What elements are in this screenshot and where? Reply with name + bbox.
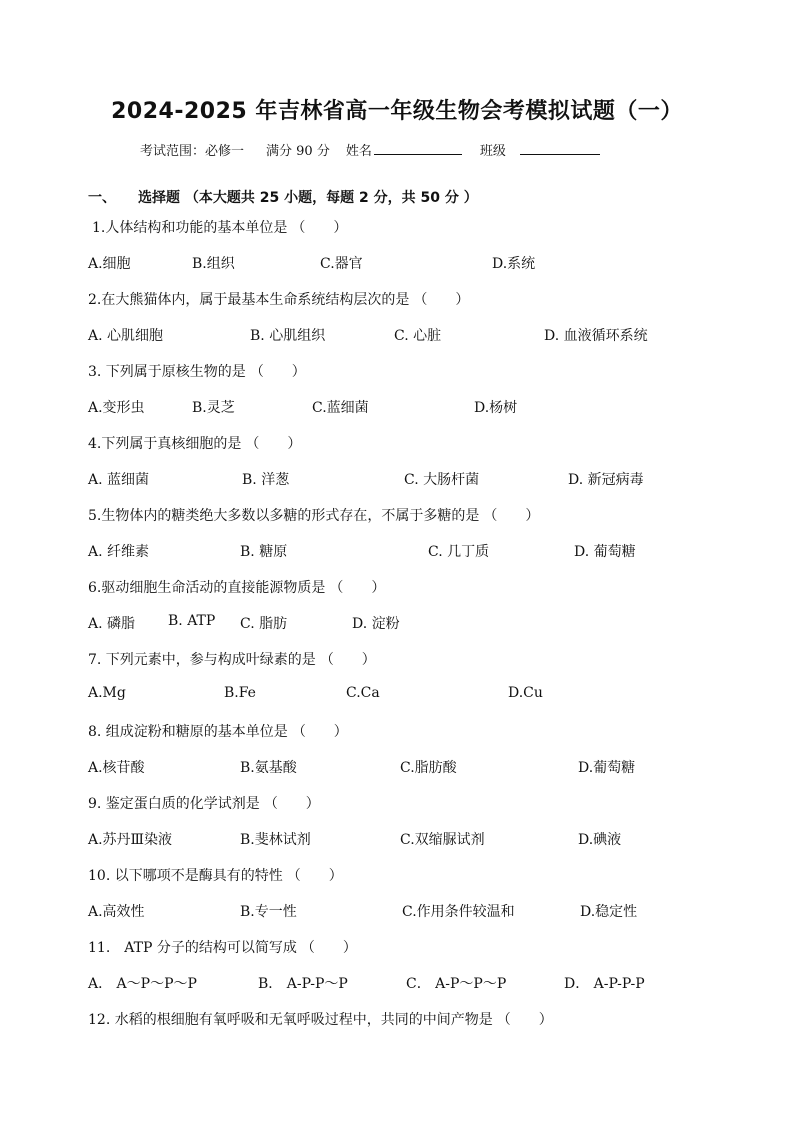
option-b: B.氨基酸: [240, 760, 297, 776]
question-options: [88, 325, 728, 345]
exam-title: 2024-2025 年吉林省高一年级生物会考模拟试题（一）: [111, 99, 683, 124]
option-a: A.高效性: [88, 904, 145, 920]
question-options: [88, 253, 728, 273]
question-stem: 9. 鉴定蛋白质的化学试剂是 （ ）: [88, 796, 320, 812]
class-blank: [520, 140, 600, 155]
option-c: C.脂肪酸: [400, 760, 457, 776]
option-a: A.细胞: [88, 256, 131, 272]
section-title: 选择题 （本大题共 25 小题，每题 2 分，共 50 分 ）: [138, 190, 478, 206]
exam-score: 满分 90 分: [266, 144, 330, 159]
option-a: A.变形虫: [88, 400, 145, 416]
option-b: B. 心肌组织: [250, 328, 326, 344]
option-b: B. 洋葱: [242, 472, 290, 488]
question-stem: 7. 下列元素中，参与构成叶绿素的是 （ ）: [88, 652, 376, 668]
question-options: [88, 829, 728, 849]
question-options: [88, 469, 728, 489]
option-c: C． A-P～P～P: [406, 976, 507, 992]
option-d: D. 淀粉: [352, 616, 400, 632]
question-stem: 10. 以下哪项不是酶具有的特性 （ ）: [88, 868, 343, 884]
option-c: C.蓝细菌: [312, 400, 369, 416]
question-options: [88, 397, 728, 417]
option-a: A. 纤维素: [88, 544, 150, 560]
question-stem: 3. 下列属于原核生物的是 （ ）: [88, 364, 306, 380]
name-label: 姓名: [345, 144, 372, 159]
question-options: [88, 541, 728, 561]
option-a: A. 蓝细菌: [88, 472, 150, 488]
option-a: A.Mg: [88, 685, 126, 701]
option-d: D.稳定性: [580, 904, 638, 920]
option-d: D.Cu: [508, 685, 543, 701]
name-blank: [374, 140, 462, 155]
option-b: B． A-P-P～P: [258, 976, 348, 992]
question-options: [88, 757, 728, 777]
question-options: [88, 613, 728, 633]
option-d: D. 血液循环系统: [544, 328, 648, 344]
question-stem: 8. 组成淀粉和糖原的基本单位是 （ ）: [88, 724, 348, 740]
option-c: C.双缩脲试剂: [400, 832, 485, 848]
option-b: B.组织: [192, 256, 235, 272]
question-stem: 12. 水稻的根细胞有氧呼吸和无氧呼吸过程中，共同的中间产物是 （ ）: [88, 1012, 553, 1028]
option-a: A.核苷酸: [88, 760, 145, 776]
option-c: C.作用条件较温和: [402, 904, 515, 920]
question-options: [88, 973, 728, 993]
section-number: 一、: [88, 190, 116, 206]
option-d: D.杨树: [474, 400, 518, 416]
question-stem: 6.驱动细胞生命活动的直接能源物质是 （ ）: [88, 580, 386, 596]
class-label: 班级: [479, 144, 506, 159]
option-d: D.系统: [492, 256, 536, 272]
question-stem: 1.人体结构和功能的基本单位是 （ ）: [92, 220, 348, 236]
option-c: C. 几丁质: [428, 544, 490, 560]
question-stem: 2.在大熊猫体内，属于最基本生命系统结构层次的是 （ ）: [88, 292, 470, 308]
option-c: C.器官: [320, 256, 363, 272]
option-a: A. 心肌细胞: [88, 328, 164, 344]
option-b: B.灵芝: [192, 400, 235, 416]
question-stem: 5.生物体内的糖类绝大多数以多糖的形式存在，不属于多糖的是 （ ）: [88, 508, 540, 524]
option-c: C. 大肠杆菌: [404, 472, 480, 488]
exam-scope: 考试范围：必修一: [140, 144, 245, 159]
exam-info-line: [140, 140, 600, 160]
option-c: C. 心脏: [394, 328, 442, 344]
section-heading: [88, 187, 478, 207]
option-a: A． A～P～P～P: [88, 976, 197, 992]
option-d: D． A-P-P-P: [564, 976, 645, 992]
option-a: A. 磷脂: [88, 616, 136, 632]
option-b: B.Fe: [224, 685, 256, 701]
option-c: C. 脂肪: [240, 616, 288, 632]
option-b: B.专一性: [240, 904, 297, 920]
question-options: [88, 685, 728, 705]
option-c: C.Ca: [346, 685, 380, 701]
option-d: D.葡萄糖: [578, 760, 636, 776]
option-d: D. 新冠病毒: [568, 472, 644, 488]
option-a: A.苏丹Ⅲ染液: [88, 832, 173, 848]
option-d: D.碘液: [578, 832, 622, 848]
option-b: B.斐林试剂: [240, 832, 311, 848]
question-options: [88, 901, 728, 921]
option-b: B. 糖原: [240, 544, 288, 560]
option-b: B. ATP: [168, 613, 216, 629]
option-d: D. 葡萄糖: [574, 544, 636, 560]
question-stem: 11. ATP 分子的结构可以简写成 （ ）: [88, 940, 357, 956]
question-stem: 4.下列属于真核细胞的是 （ ）: [88, 436, 302, 452]
